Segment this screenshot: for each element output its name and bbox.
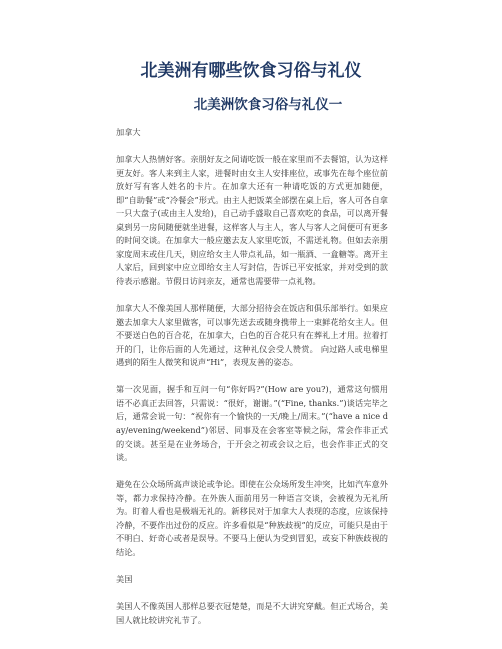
- paragraph: 避免在公众场所高声谈论或争论。即使在公众场所发生冲突，比如汽车意外等，都力求保持冷静。在外族人面前用另一种语言交谈，会被视为无礼所为。盯着人看也是极端无礼的。新移民对于加拿大人表现的态度，应该保持冷静，不要作出过份的反应。许多看似是“种族歧视”的反应，可能只是由于不明白、好奇心或者是误导。不要马上便认为受到冒犯，或妄下种族歧视的结论。: [116, 479, 388, 557]
- paragraph: 加拿大人不像美国人那样随便，大部分招待会在饭店和俱乐部举行。如果应邀去加拿大人家里做客，可以事先送去或随身携带上一束鲜花给女主人。但不要送白色的百合花，在加拿大，白色的百合花只有在葬礼上才用。拉着打开的门，让你后面的人先通过，这种礼仪会受人赞赏。 向过路人或电梯里遇到的陌生人微笑和说声“Hi”，表现友善的姿态。: [116, 303, 388, 368]
- paragraph: 加拿大人热情好客。亲朋好友之间请吃饭一般在家里而不去餐馆，认为这样更友好。客人来到主人家，进餐时由女主人安排座位，或事先在每个座位前放好写有客人姓名的卡片。在加拿大还有一种请吃饭的方式更加随便，即“自助餐”或“冷餐会”形式。由主人把饭菜全部摆在桌上后，客人可各自拿一只大盘子(或由主人发给)，自己动手盛取自己喜欢吃的食品，可以离开餐桌到另一房间随便就坐进餐，这样客人与主人，客人与客人之间便可有更多的时间交谈。在加拿大一般应邀去友人家里吃饭，不需送礼物。但如去亲朋家度周末或住几天，则应给女主人带点礼品，如一瓶酒、一盒糖等。离开主人家后，回到家中应立即给女主人写封信，告诉已平安抵家，并对受到的款待表示感谢。节假日访问亲友，通常也需要带一点礼物。: [116, 154, 388, 287]
- paragraph: 美国人不像英国人那样总要衣冠楚楚，而是不大讲究穿戴。但正式场合，美国人就比较讲究礼节了。: [116, 601, 388, 625]
- section-heading-usa: 美国: [116, 574, 133, 585]
- page-title: 北美洲有哪些饮食习俗与礼仪: [140, 61, 362, 81]
- section-subtitle: 北美洲饮食习俗与礼仪一: [193, 97, 343, 113]
- paragraph: 第一次见面，握手和互问一句“你好吗?”(How are you?)，通常这句惯用语不必真正去回答，只需说：“很好，谢谢。”(“Fine, thanks.”)谈话完毕之后，通常会说一句：“祝你有一个愉快的一天/晚上/周末。”(“have a nice day/evening/weekend”)邻居、同事及在会客室等候之际，常会作非正式的交谈。甚至是在业务场合，于开会之初或会议之后，也会作非正式的交谈。: [116, 384, 388, 463]
- body-text: [116, 126, 388, 627]
- section-heading-canada: 加拿大: [116, 127, 141, 137]
